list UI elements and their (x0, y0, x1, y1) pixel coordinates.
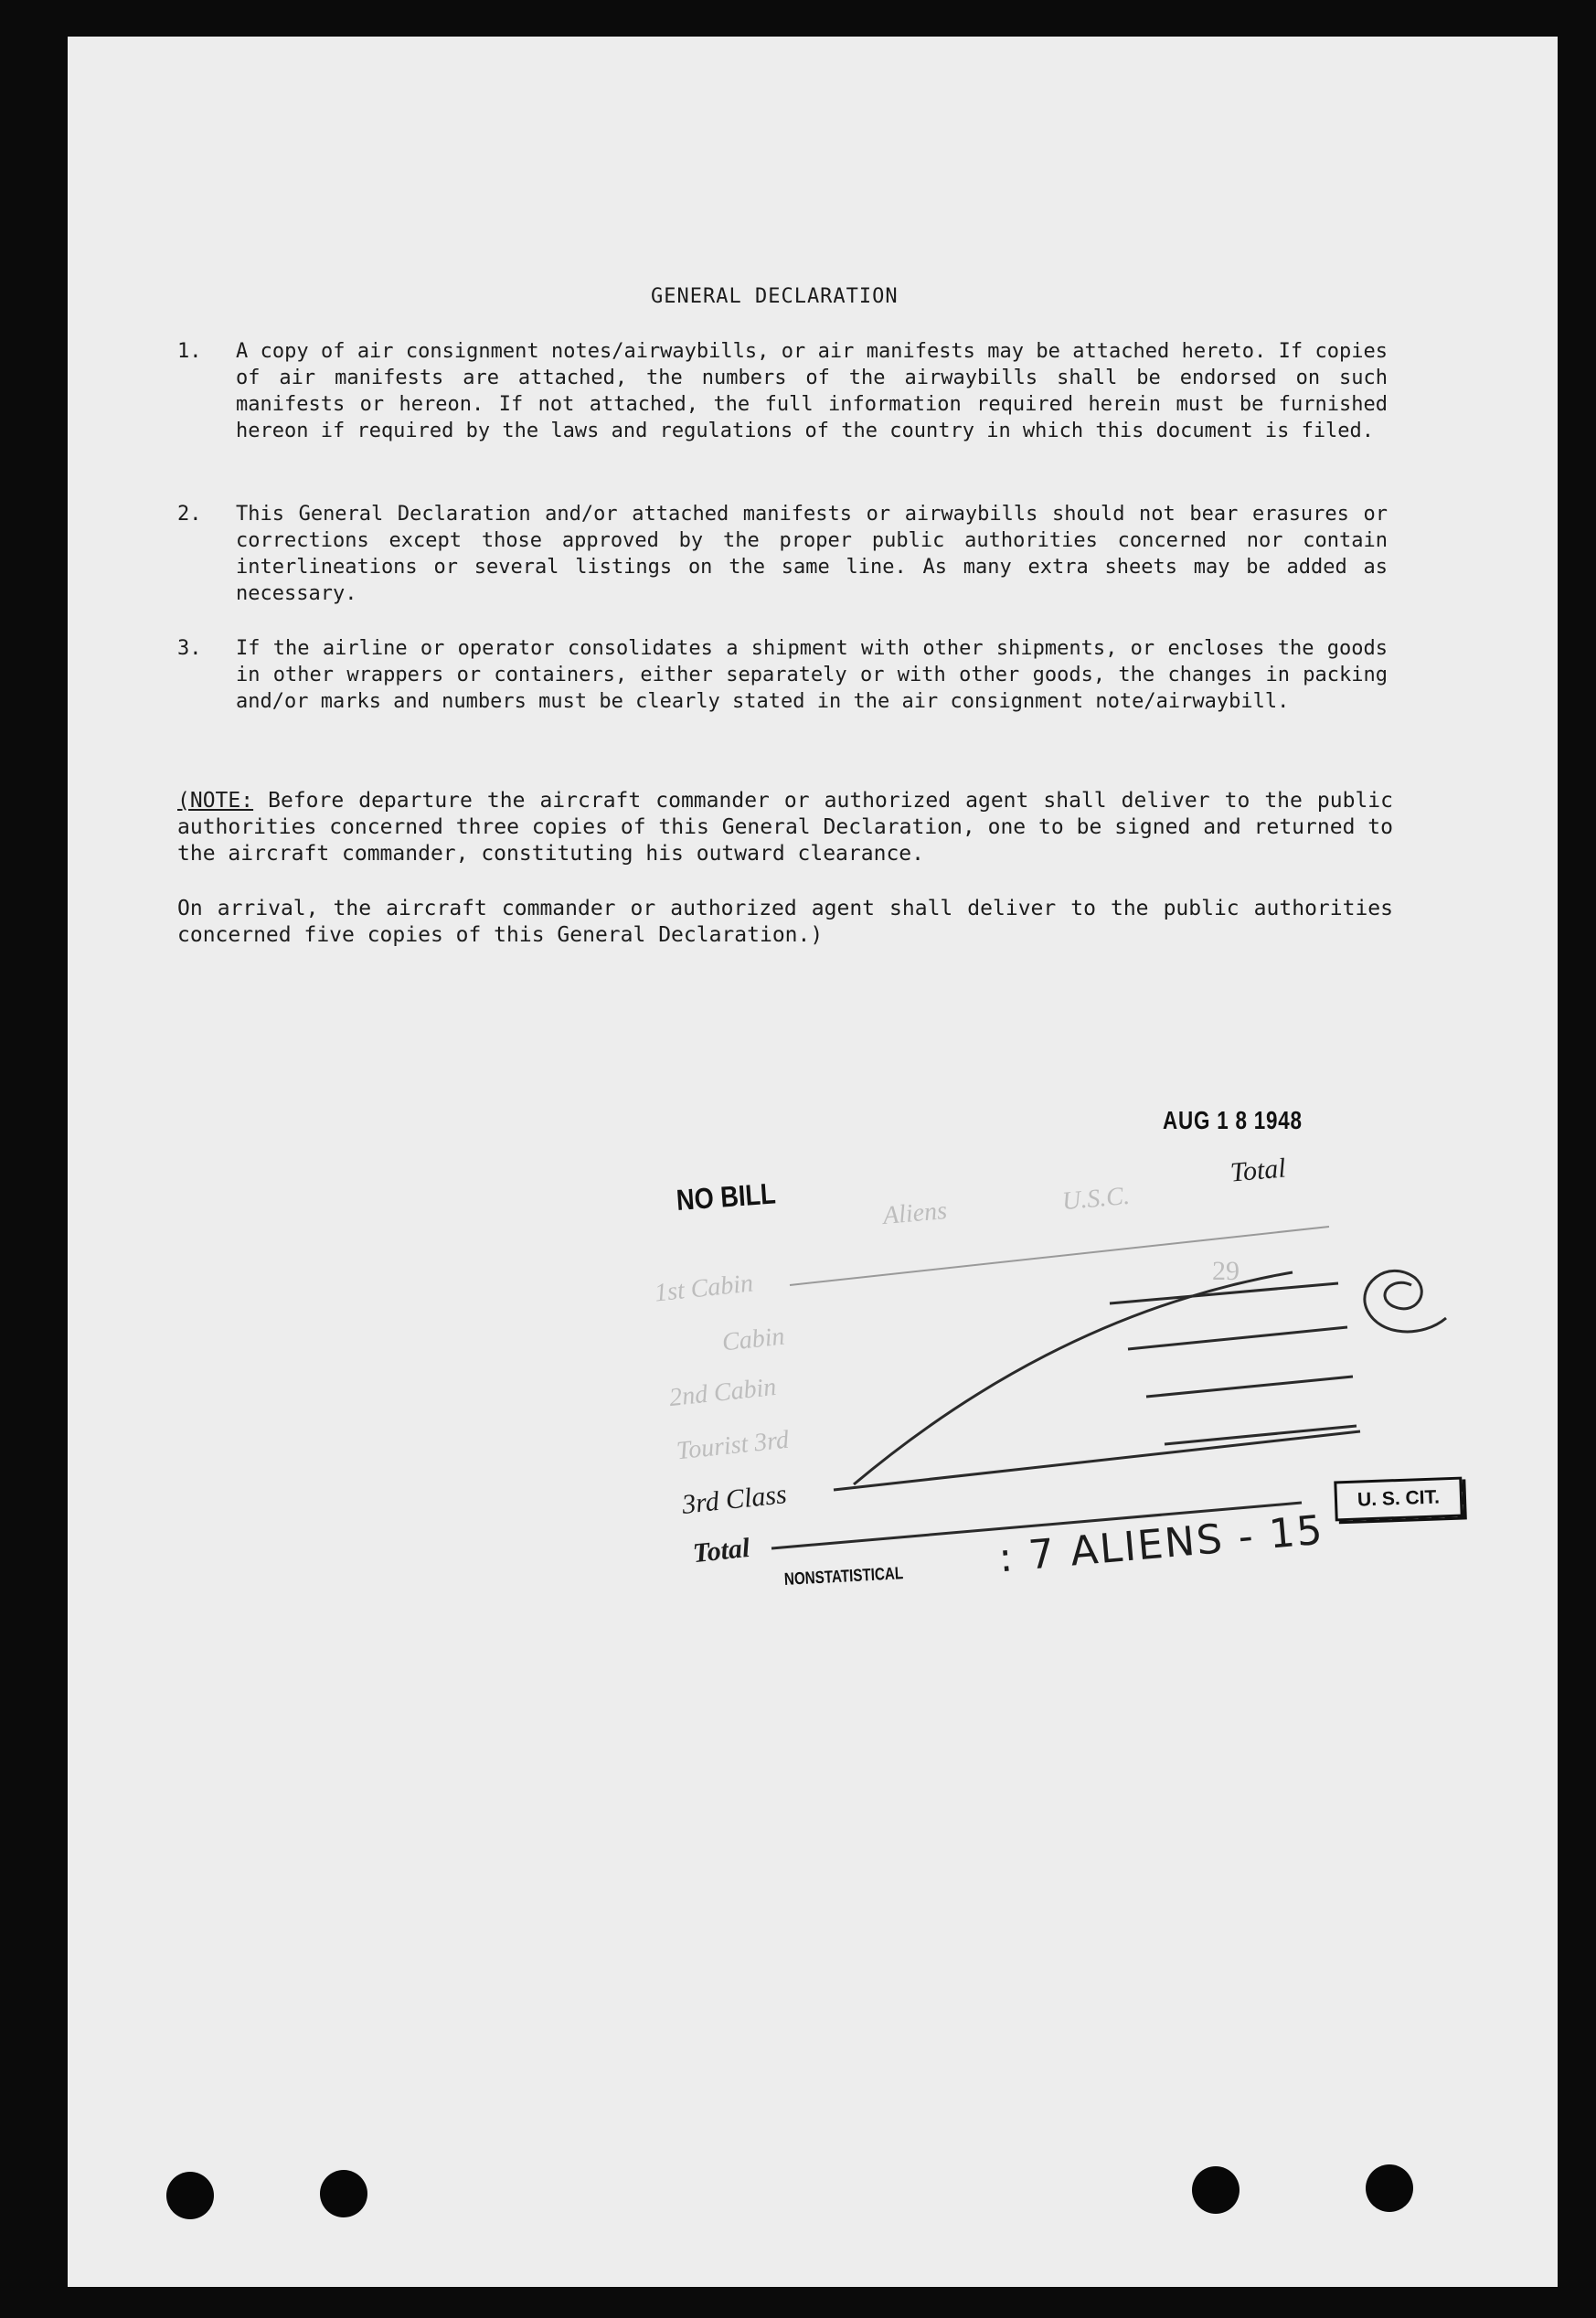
note-text: Before departure the aircraft commander or authorized agent shall deliver to the public authorities concerned three copies of this General Declaration, one to be signed and returned to the aircraft commander, constituting his outward clearance. (177, 789, 1393, 866)
column-header-total: Total (1229, 1153, 1287, 1188)
arrival-paragraph: On arrival, the aircraft commander or authorized agent shall deliver to the public authorities concerned five copies of this General Declaration.) (177, 897, 1393, 947)
punch-hole (1192, 2166, 1240, 2214)
handwritten-aliens-note: : 7 ALIENS - 15 (996, 1506, 1326, 1582)
item-text: A copy of air consignment notes/airwaybills, or air manifests may be attached hereto. If copies of air manifests are attached, the numbers of the airwaybills shall be endorsed on such manifests or hereon. If not attached, the full information required herein must be furnished hereon if required by the laws and regulations of the country in which this document is filed. (236, 340, 1388, 442)
no-bill-stamp: NO BILL (675, 1176, 777, 1217)
item-number: 1. (177, 340, 202, 363)
us-cit-stamp: U. S. CIT. (1334, 1477, 1463, 1522)
row-label-cabin: Cabin (720, 1322, 786, 1357)
column-header-usc: U.S.C. (1060, 1181, 1132, 1217)
item-number: 2. (177, 503, 202, 526)
column-header-aliens: Aliens (881, 1196, 949, 1230)
item-text: If the airline or operator consolidates a shipment with other shipments, or encloses the goods in other wrappers or containers, either separately or with other goods, the changes in packing and/or marks and numbers must be clearly stated in the air consignment note/airwaybill. (236, 637, 1388, 713)
date-stamp: AUG 1 8 1948 (1163, 1106, 1303, 1134)
row-label-tourist-3rd: Tourist 3rd (675, 1425, 791, 1466)
row-label-total: Total (691, 1532, 751, 1569)
item-number: 3. (177, 637, 202, 660)
tally-lines (68, 37, 1558, 2287)
nonstatistical-stamp: NONSTATISTICAL (783, 1564, 904, 1590)
document-page (68, 37, 1558, 2287)
handwritten-count: 29 (1212, 1256, 1240, 1286)
row-label-2nd-cabin: 2nd Cabin (667, 1372, 778, 1413)
document-title: GENERAL DECLARATION (651, 285, 899, 308)
item-text: This General Declaration and/or attached manifests or airwaybills should not bear erasures or corrections except those approved by the proper public authorities concerned nor contain interlineations or several listings on the same line. As many extra sheets may be added as necessary. (236, 503, 1388, 605)
punch-hole (1366, 2164, 1413, 2212)
note-label: (NOTE: (177, 789, 254, 813)
row-label-3rd-class: 3rd Class (680, 1479, 789, 1520)
punch-hole (320, 2170, 367, 2217)
row-label-1st-cabin: 1st Cabin (653, 1269, 755, 1308)
punch-hole (166, 2172, 214, 2219)
